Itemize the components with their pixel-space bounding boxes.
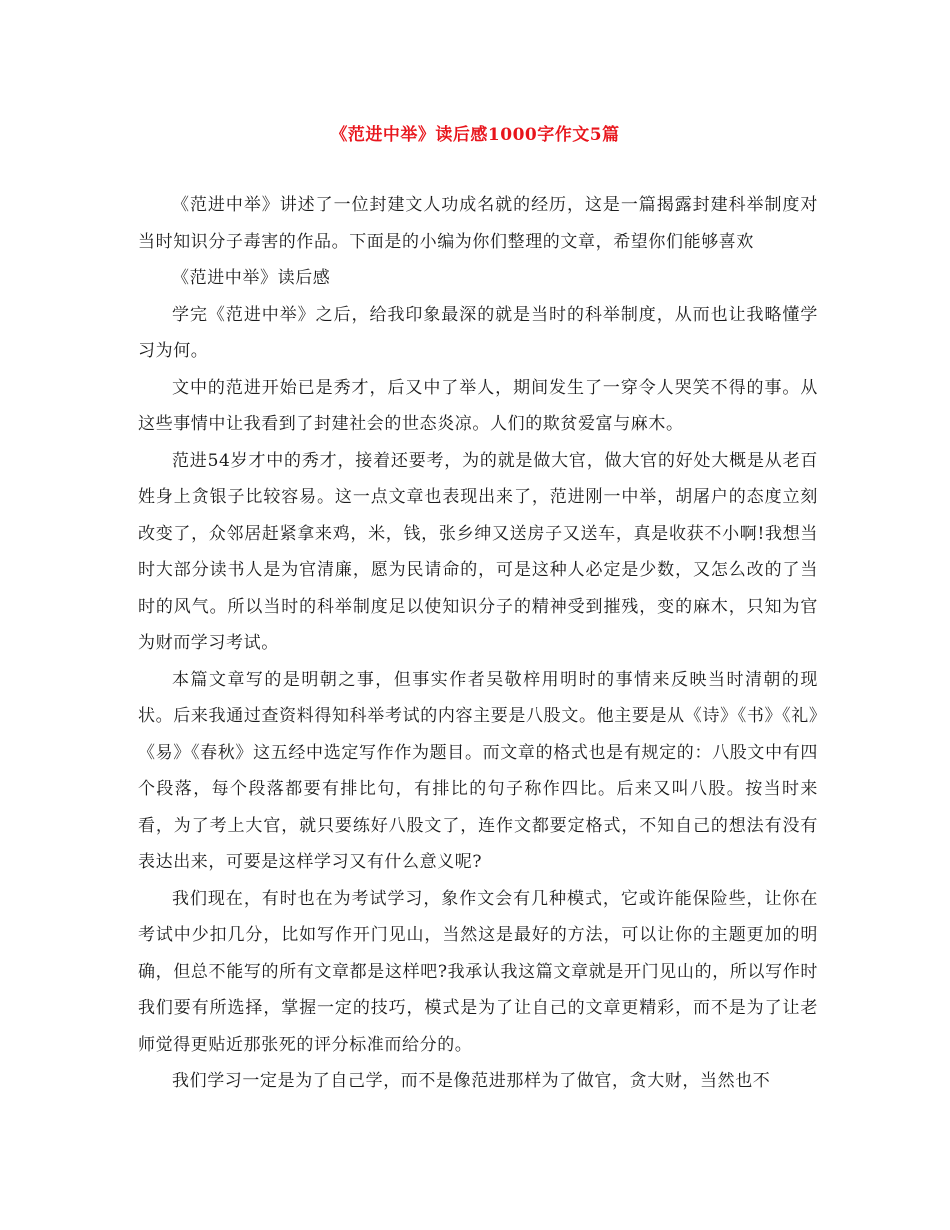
paragraph: 学完《范进中举》之后，给我印象最深的就是当时的科举制度，从而也让我略懂学习为何。 — [138, 304, 818, 361]
paragraph: 本篇文章写的是明朝之事，但事实作者吴敬梓用明时的事情来反映当时清朝的现状。后来我通过查资料得知科举考试的内容主要是八股文。他主要是从《诗》《书》《礼》《易》《春秋》这五经中选定写作作为题目。而文章的格式也是有规定的：八股文中有四个段落，每个段落都要有排比句，有排比的句子称作四比。后来又叫八股。按当时来看，为了考上大官，就只要练好八股文了，连作文都要定格式，不知自己的想法有没有表达出来，可要是这样学习又有什么意义呢? — [138, 669, 818, 872]
paragraph: 文中的范进开始已是秀才，后又中了举人，期间发生了一穿令人哭笑不得的事。从这些事情中让我看到了封建社会的世态炎凉。人们的欺贫爱富与麻木。 — [138, 377, 818, 434]
paragraph-subheading: 《范进中举》读后感 — [172, 268, 331, 288]
paragraph: 我们现在，有时也在为考试学习，象作文会有几种模式，它或许能保险些，让你在考试中少扣几分，比如写作开门见山，当然这是最好的方法，可以让你的主题更加的明确，但总不能写的所有文章都是这样吧?我承认我这篇文章就是开门见山的，所以写作时我们要有所选择，掌握一定的技巧，模式是为了让自己的文章更精彩，而不是为了让老师觉得更贴近那张死的评分标准而给分的。 — [138, 888, 818, 1055]
paragraph: 范进54岁才中的秀才，接着还要考，为的就是做大官，做大官的好处大概是从老百姓身上贪银子比较容易。这一点文章也表现出来了，范进刚一中举，胡屠户的态度立刻改变了，众邻居赶紧拿来鸡，米，钱，张乡绅又送房子又送车，真是收获不小啊!我想当时大部分读书人是为官清廉，愿为民请命的，可是这种人必定是少数，又怎么改的了当时的风气。所以当时的科举制度足以使知识分子的精神受到摧残，变的麻木，只知为官为财而学习考试。 — [138, 450, 818, 653]
paragraph-intro: 《范进中举》讲述了一位封建文人功成名就的经历，这是一篇揭露封建科举制度对当时知识分子毒害的作品。下面是的小编为你们整理的文章，希望你们能够喜欢 — [138, 195, 818, 252]
paragraph: 我们学习一定是为了自己学，而不是像范进那样为了做官，贪大财，当然也不 — [172, 1071, 771, 1091]
document-body — [138, 187, 818, 1100]
document-title: 《范进中举》读后感1000字作文5篇 — [330, 125, 620, 145]
